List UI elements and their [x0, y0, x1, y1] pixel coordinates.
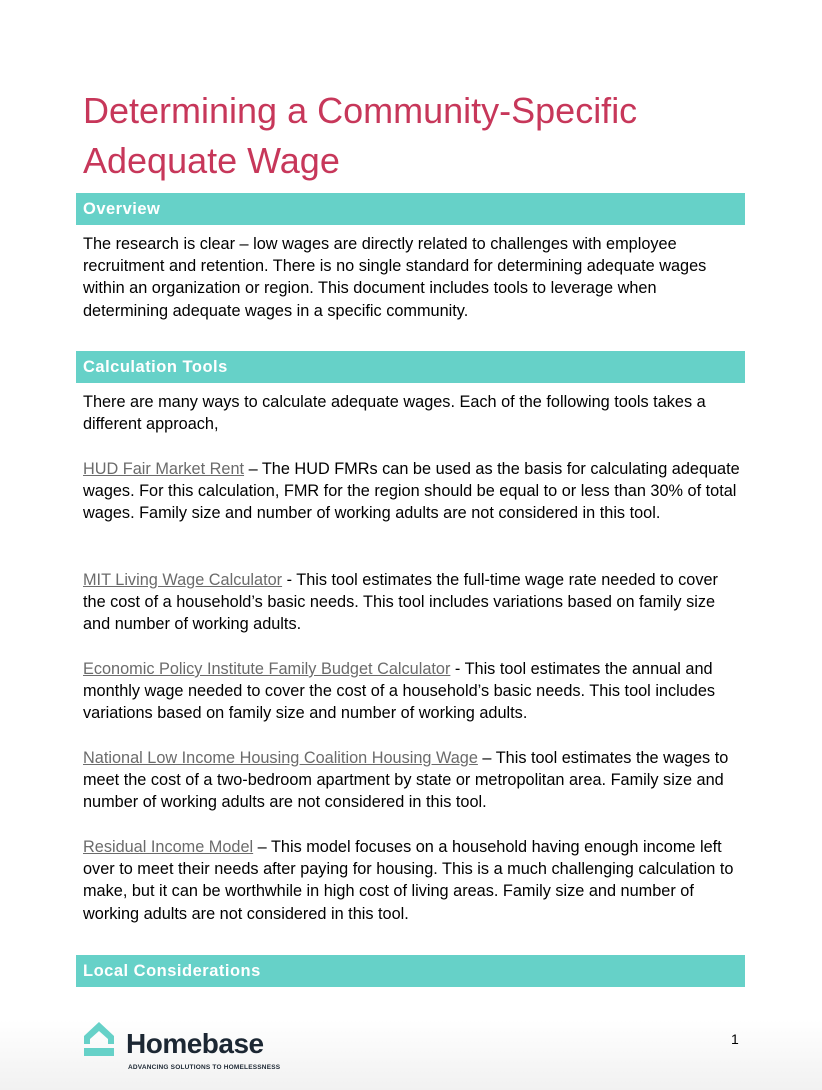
section-heading-local-considerations: Local Considerations — [76, 955, 745, 987]
residual-income-model-link[interactable]: Residual Income Model — [83, 838, 254, 856]
page-title: Determining a Community-Specific Adequate Wage — [83, 90, 638, 181]
logo-name: Homebase — [126, 1028, 264, 1059]
overview-paragraph: The research is clear – low wages are directly related to challenges with employee recruitment and retention. There is no single standard for determining adequate wages within an organization or region. This document includes tools to leverage when determining adequate wages in a specific community. — [83, 235, 707, 320]
section-heading-calculation-tools: Calculation Tools — [76, 351, 745, 383]
hud-fair-market-rent-link[interactable]: HUD Fair Market Rent — [83, 460, 245, 478]
tool-item-residual-income — [83, 836, 743, 925]
calculation-tools-intro: There are many ways to calculate adequate wages. Each of the following tools takes a different approach, — [83, 393, 706, 434]
tool-item-hud-fmr — [83, 458, 743, 525]
tool-item-epi-family-budget — [83, 658, 743, 725]
mit-living-wage-calculator-link[interactable]: MIT Living Wage Calculator — [83, 571, 283, 589]
logo-tagline: ADVANCING SOLUTIONS TO HOMELESSNESS — [128, 1064, 281, 1071]
section-heading-overview: Overview — [76, 193, 745, 225]
tool-item-mit-living-wage — [83, 569, 743, 636]
tool-description: – This model focuses on a household having enough income left over to meet their needs after paying for housing. This is a much challenging calculation to make, but it can be worthwhile in high cost of living areas. Family size and number of working adults are not considered in this tool. — [83, 838, 734, 923]
homebase-logo — [82, 1020, 282, 1076]
tool-item-nlihc-housing-wage — [83, 747, 743, 814]
nlihc-housing-wage-link[interactable]: National Low Income Housing Coalition Housing Wage — [83, 749, 478, 767]
tool-description: – The HUD FMRs can be used as the basis for calculating adequate wages. For this calculation, FMR for the region should be equal to or less than 30% of total wages. Family size and number of working adults are not considered in this tool. — [83, 460, 740, 523]
tool-description: - This tool estimates the annual and monthly wage needed to cover the cost of a household’s basic needs. This tool includes variations based on family size and number of working adults. — [83, 660, 716, 723]
epi-family-budget-calculator-link[interactable]: Economic Policy Institute Family Budget Calculator — [83, 660, 451, 678]
page-number: 1 — [731, 1031, 739, 1047]
house-icon — [82, 1020, 116, 1058]
tool-description: – This tool estimates the wages to meet the cost of a two-bedroom apartment by state or metropolitan area. Family size and number of working adults are not considered in this tool. — [83, 749, 729, 812]
tool-description: - This tool estimates the full-time wage rate needed to cover the cost of a household’s basic needs. This tool includes variations based on family size and number of working adults. — [83, 571, 718, 634]
